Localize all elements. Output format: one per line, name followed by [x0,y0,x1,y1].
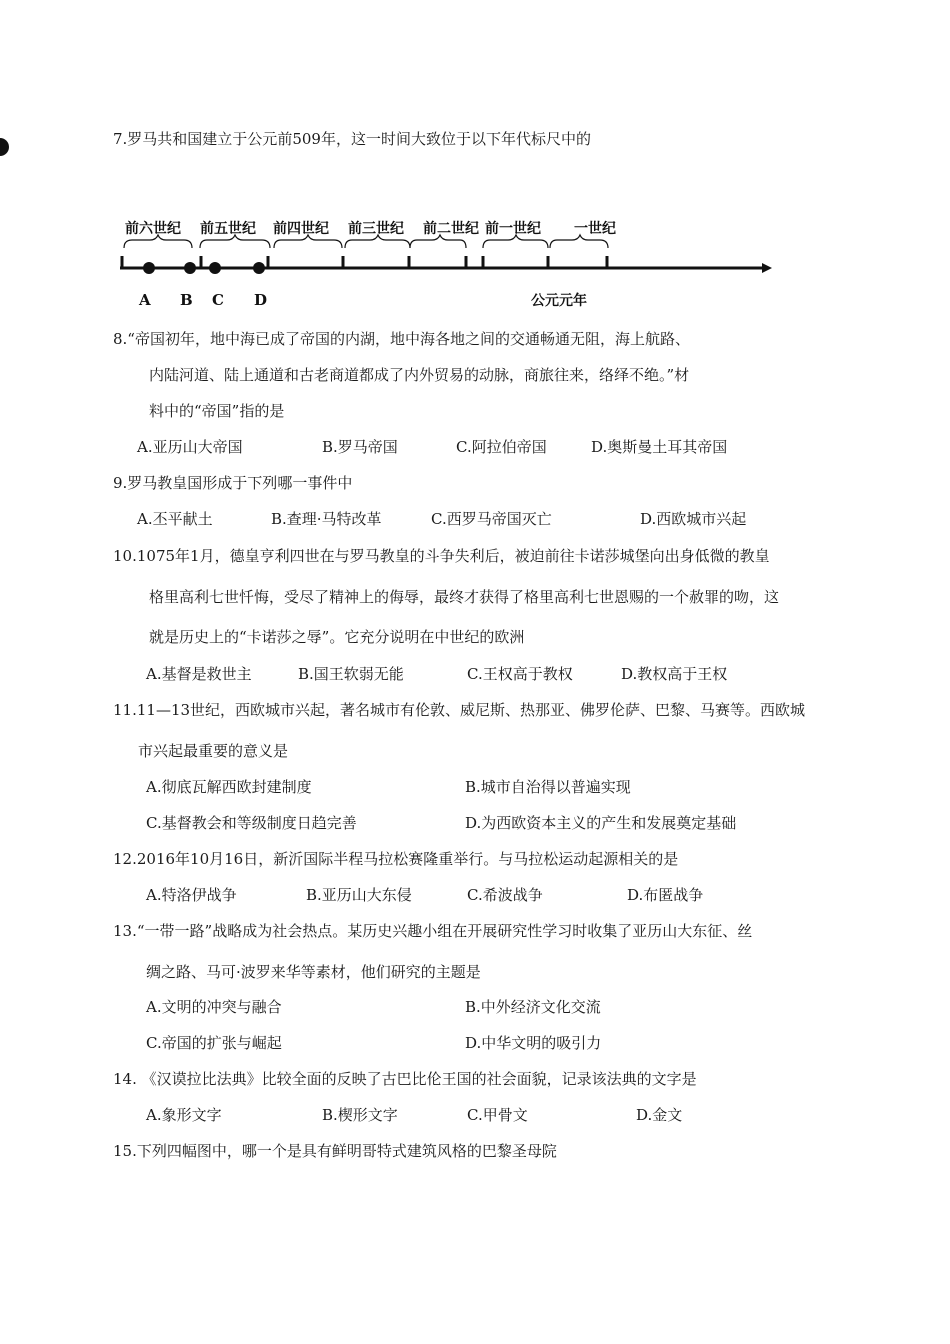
timeline-point-d [253,262,265,274]
q10-stem-line3: 就是历史上的“卡诺莎之辱”。它充分说明在中世纪的欧洲 [149,628,525,646]
timeline-label-c5: 前五世纪 [200,221,256,237]
q11-stem-line2: 市兴起最重要的意义是 [138,742,289,760]
q9-stem: 9.罗马教皇国形成于下列哪一事件中 [113,474,353,492]
timeline-label-c4: 前四世纪 [273,221,329,237]
timeline-label-c6: 前六世纪 [125,221,181,237]
q12-option-c: C.希波战争 [467,886,543,904]
q10-stem-line2: 格里高利七世忏悔，受尽了精神上的侮辱，最终才获得了格里高利七世恩赐的一个赦罪的吻，这 [149,588,780,606]
q8-option-b: B.罗马帝国 [322,438,398,456]
q14-option-d: D.金文 [636,1106,683,1124]
q11-option-d: D.为西欧资本主义的产生和发展奠定基础 [465,814,737,832]
q14-option-c: C.甲骨文 [467,1106,528,1124]
q14-stem: 14. 《汉谟拉比法典》比较全面的反映了古巴比伦王国的社会面貌，记录该法典的文字是 [113,1070,697,1088]
timeline-label-ad1: 一世纪 [574,221,616,237]
q15-stem: 15.下列四幅图中，哪一个是具有鲜明哥特式建筑风格的巴黎圣母院 [113,1142,557,1160]
q9-option-b: B.查理·马特改革 [271,510,382,528]
q14-option-b: B.楔形文字 [322,1106,398,1124]
timeline-label-c1: 前一世纪 [485,221,541,237]
q12-option-d: D.布匿战争 [627,886,704,904]
q8-stem-line1: 8.“帝国初年，地中海已成了帝国的内湖，地中海各地之间的交通畅通无阻，海上航路、 [113,330,690,348]
timeline-label-d: D [254,291,268,309]
q14-option-a: A.象形文字 [146,1106,222,1124]
q9-option-a: A.丕平献土 [137,510,213,528]
q10-option-d: D.教权高于王权 [621,665,728,683]
timeline-label-a: A [139,291,151,309]
q10-option-c: C.王权高于教权 [467,665,573,683]
q12-stem: 12.2016年10月16日，新沂国际半程马拉松赛隆重举行。与马拉松运动起源相关的是 [113,850,679,868]
timeline-label-c2: 前二世纪 [423,221,479,237]
timeline-arrow [762,263,772,273]
q12-option-a: A.特洛伊战争 [146,886,237,904]
timeline-point-c [209,262,221,274]
q8-option-c: C.阿拉伯帝国 [456,438,547,456]
q9-option-d: D.西欧城市兴起 [640,510,747,528]
timeline-label-b: B [180,291,193,309]
q13-stem-line2: 绸之路、马可·波罗来华等素材，他们研究的主题是 [146,963,481,981]
timeline-label-origin: 公元元年 [531,293,587,309]
q10-option-b: B.国王软弱无能 [298,665,404,683]
q10-stem-line1: 10.1075年1月，德皇亨利四世在与罗马教皇的斗争失利后，被迫前往卡诺莎城堡向出身低微的教皇 [113,547,770,565]
timeline-label-c: C [212,291,224,309]
century-timeline [0,212,950,312]
q8-stem-line3: 料中的“帝国”指的是 [149,402,285,420]
q9-option-c: C.西罗马帝国灭亡 [431,510,552,528]
q13-option-c: C.帝国的扩张与崛起 [146,1034,282,1052]
timeline-point-a [143,262,155,274]
q11-option-c: C.基督教会和等级制度日趋完善 [146,814,357,832]
scan-mark [0,138,9,156]
q7-stem: 7.罗马共和国建立于公元前509年，这一时间大致位于以下年代标尺中的 [113,130,591,148]
timeline-label-c3: 前三世纪 [348,221,404,237]
q10-option-a: A.基督是救世主 [146,665,252,683]
q13-stem-line1: 13.“一带一路”战略成为社会热点。某历史兴趣小组在开展研究性学习时收集了亚历山大东征、丝 [113,922,753,940]
q8-stem-line2: 内陆河道、陆上通道和古老商道都成了内外贸易的动脉，商旅往来，络绎不绝。”材 [149,366,690,384]
q13-option-b: B.中外经济文化交流 [465,998,601,1016]
q13-option-a: A.文明的冲突与融合 [146,998,282,1016]
q13-option-d: D.中华文明的吸引力 [465,1034,602,1052]
q11-stem-line1: 11.11—13世纪，西欧城市兴起，著名城市有伦敦、威尼斯、热那亚、佛罗伦萨、巴黎、马赛等。西欧城 [113,701,806,719]
q11-option-b: B.城市自治得以普遍实现 [465,778,631,796]
q11-option-a: A.彻底瓦解西欧封建制度 [146,778,312,796]
q8-option-d: D.奥斯曼土耳其帝国 [591,438,728,456]
timeline-point-b [184,262,196,274]
q12-option-b: B.亚历山大东侵 [306,886,412,904]
q8-option-a: A.亚历山大帝国 [137,438,243,456]
